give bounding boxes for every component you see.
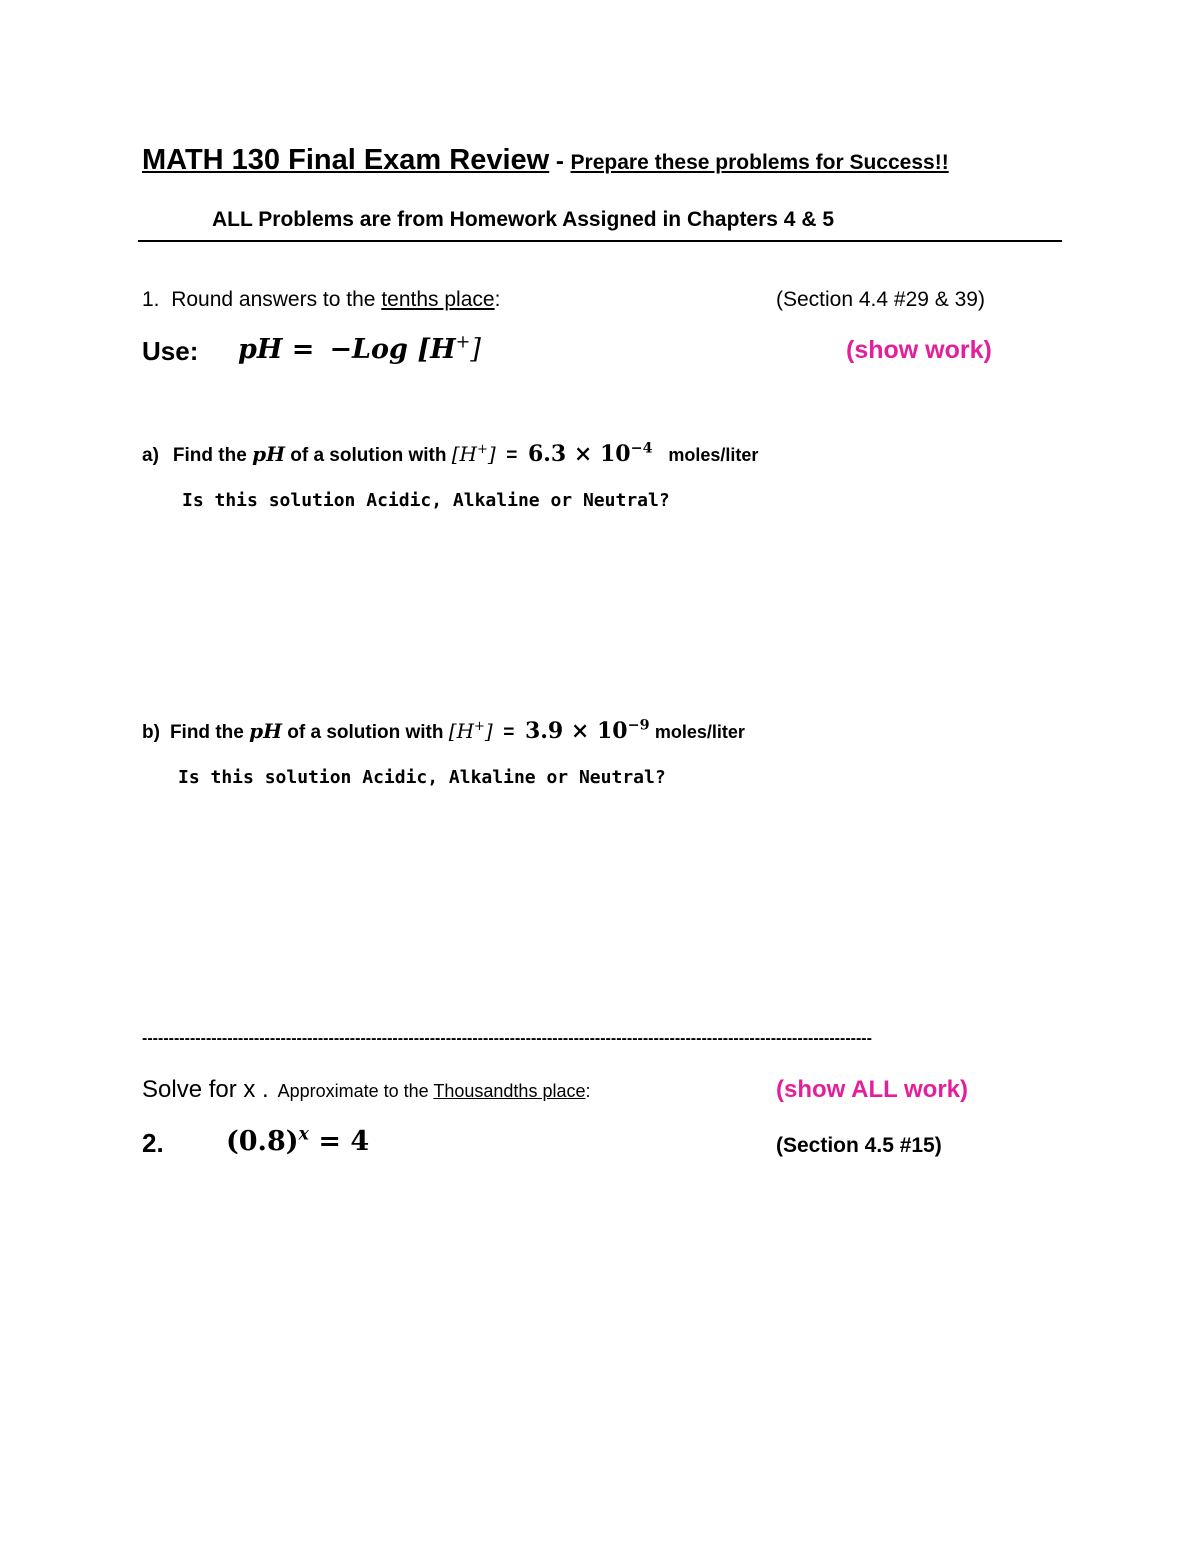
q1a-label: a): [142, 445, 159, 466]
q1b-line: [142, 718, 745, 744]
q1a-conc-base: [H: [451, 442, 477, 466]
title-separator: -: [549, 148, 571, 175]
q1b-text: Find the: [169, 722, 244, 743]
q1-show-work: (show work): [846, 336, 992, 364]
q1b-conc-close: ]: [484, 719, 493, 743]
q1b-ph: pH: [249, 719, 282, 743]
q1a-conc-close: ]: [487, 442, 496, 466]
formula-close: ]: [470, 334, 481, 365]
q1-text-before: Round answers to the: [171, 288, 382, 311]
q2-equation: [226, 1126, 369, 1157]
q1-number: 1.: [142, 288, 160, 311]
page-subtitle: ALL Problems are from Homework Assigned in Chapters 4 & 5: [212, 208, 834, 231]
q1a-ph: pH: [252, 442, 285, 466]
q1a-conc: [452, 442, 496, 466]
q1b-conc-sup: +: [474, 719, 485, 735]
formula-sup: +: [455, 332, 471, 353]
q2-equation-exp: x: [298, 1124, 309, 1145]
q1a-question: Is this solution Acidic, Alkaline or Neutral?: [182, 490, 670, 511]
title-main: MATH 130 Final Exam Review: [142, 144, 550, 176]
formula-lhs: pH =: [238, 334, 315, 365]
q1-instruction: [142, 288, 500, 312]
q2-solve-label: Solve for x .: [142, 1076, 269, 1103]
q1a-line: [142, 441, 758, 467]
q2-approx-after: :: [585, 1081, 591, 1101]
page-title: [142, 144, 949, 177]
q1-text-underlined: tenths place: [381, 288, 495, 311]
q1-section-ref: (Section 4.4 #29 & 39): [776, 288, 985, 311]
q1b-units: moles/liter: [654, 722, 745, 742]
q1a-conc-sup: +: [476, 442, 488, 458]
q1b-conc-base: [H: [448, 719, 475, 743]
q1a-eq: =: [506, 445, 518, 466]
q1a-value-exp: −4: [630, 440, 653, 457]
q2-section-ref: (Section 4.5 #15): [776, 1134, 942, 1157]
q1a-text: Find the: [172, 445, 247, 466]
q2-equation-rhs: = 4: [318, 1126, 370, 1157]
q1b-question: Is this solution Acidic, Alkaline or Neutral?: [178, 767, 666, 788]
title-subheading: Prepare these problems for Success!!: [570, 151, 949, 174]
q2-approx-underlined: Thousandths place: [433, 1081, 586, 1101]
q2-equation-base: (0.8): [226, 1126, 299, 1157]
header-rule: [138, 240, 1062, 242]
formula-rhs: −Log [H: [329, 334, 456, 365]
q2-number: 2.: [142, 1128, 164, 1158]
q1b-eq: =: [503, 722, 515, 743]
q1a-units: moles/liter: [668, 445, 759, 465]
q1a-value: [528, 441, 653, 467]
q2-show-work: (show ALL work): [776, 1076, 968, 1103]
q1b-label: b): [142, 722, 160, 743]
q2-approx-before: Approximate to the: [277, 1081, 434, 1101]
q1-formula: [238, 334, 481, 365]
section-divider: -----------------------------------------------------------------------------------------------------------------------------------------: [142, 1030, 872, 1047]
q1b-value-base: 3.9 × 10: [524, 718, 628, 744]
q1b-value-exp: −9: [627, 717, 650, 734]
q1a-value-base: 6.3 × 10: [527, 441, 631, 467]
q1b-value: [525, 718, 650, 744]
q1-text-after: :: [494, 288, 501, 311]
q1b-text2: of a solution with: [287, 722, 444, 743]
q1-use-label: Use:: [142, 336, 199, 366]
q1a-text2: of a solution with: [290, 445, 447, 466]
q1b-conc: [449, 719, 493, 743]
q2-instruction: [142, 1076, 591, 1104]
